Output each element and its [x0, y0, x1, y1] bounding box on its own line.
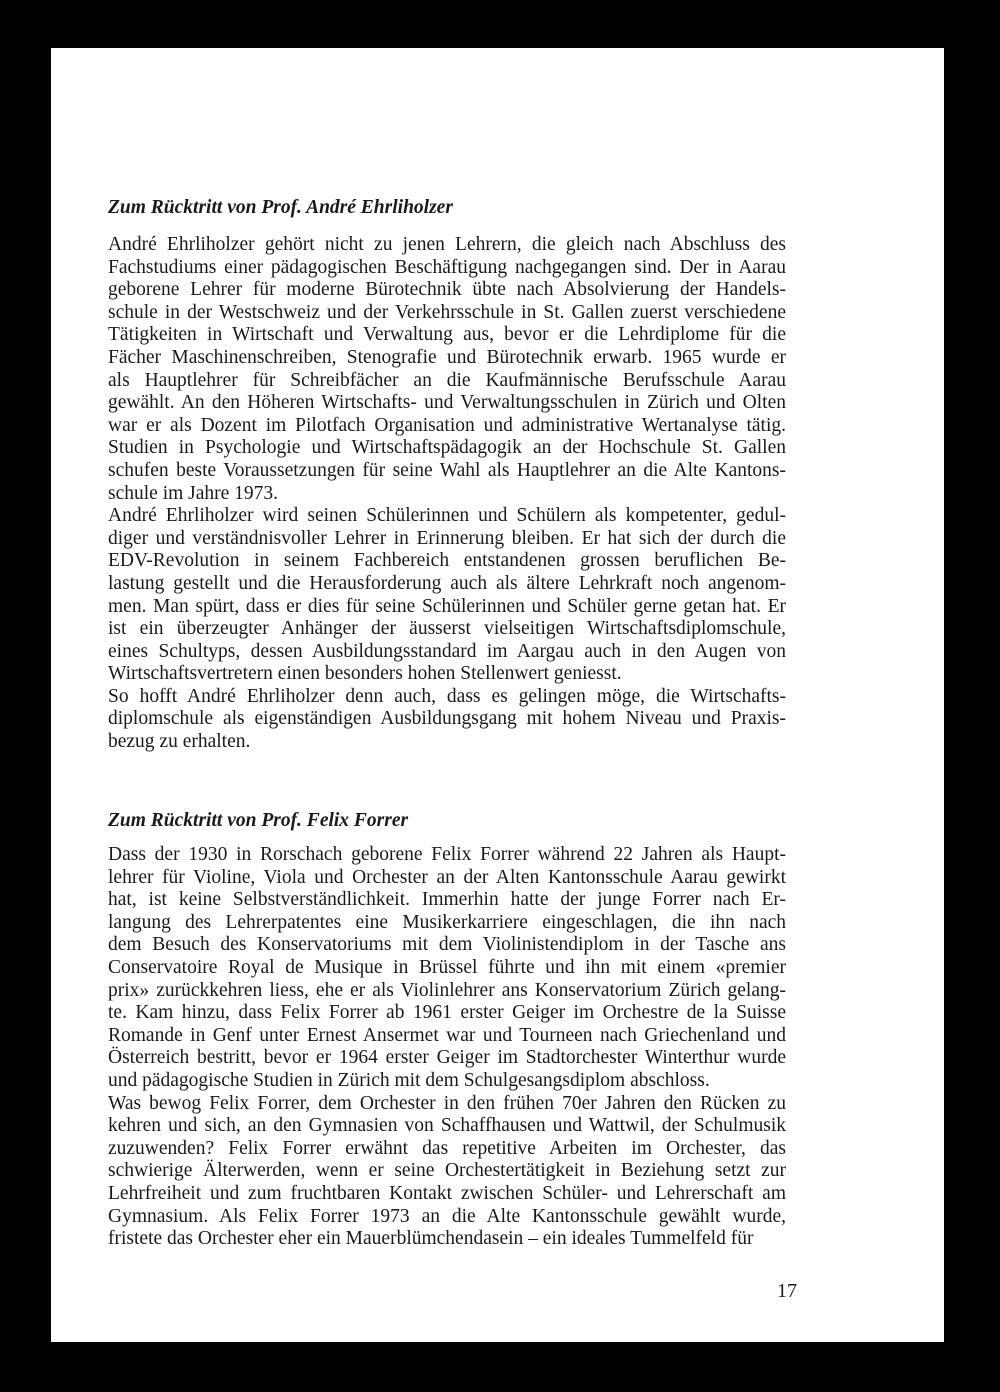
page-number: 17: [777, 1280, 797, 1302]
text-line: ist ein überzeugter Anhänger der äusserst vielseitigen Wirtschaftsdiplomschule,: [108, 618, 786, 640]
section-body: [108, 844, 786, 1251]
text-line: kehren und sich, an den Gymnasien von Schaffhausen und Wattwil, der Schulmusik: [108, 1115, 786, 1137]
text-line: langung des Lehrerpatentes eine Musikerkarriere eingeschlagen, die ihn nach: [108, 911, 786, 933]
text-line: bezug zu erhalten.: [108, 731, 251, 753]
text-line: Fachstudiums einer pädagogischen Beschäftigung nachgegangen sind. Der in Aarau: [108, 256, 786, 278]
text-line: Conservatoire Royal de Musique in Brüssel führte und ihn mit einem «premier: [108, 956, 786, 978]
text-line: war er als Dozent im Pilotfach Organisation und administrative Wertanalyse tätig.: [108, 414, 786, 436]
text-line: Was bewog Felix Forrer, dem Orchester in den frühen 70er Jahren den Rücken zu: [108, 1092, 786, 1114]
text-line: diplomschule als eigenständigen Ausbildungsgang mit hohem Niveau und Praxis-: [108, 708, 786, 730]
text-line: fristete das Orchester eher ein Mauerblümchendasein – ein ideales Tummelfeld für: [108, 1228, 754, 1250]
text-line: Österreich bestritt, bevor er 1964 erster Geiger im Stadtorchester Winterthur wurde: [108, 1047, 786, 1069]
section-heading: Zum Rücktritt von Prof. Felix Forrer: [108, 810, 409, 831]
text-line: und pädagogische Studien in Zürich mit dem Schulgesangsdiplom abschloss.: [108, 1069, 710, 1091]
text-line: Wirtschaftsvertretern einen besonders hohen Stellenwert geniesst.: [108, 663, 622, 685]
text-line: dem Besuch des Konservatoriums mit dem Violinistendiplom in der Tasche ans: [108, 934, 786, 956]
document-page: [51, 48, 944, 1342]
text-line: Tätigkeiten in Wirtschaft und Verwaltung aus, bevor er die Lehrdiplome für die: [108, 324, 786, 346]
text-line: als Hauptlehrer für Schreibfächer an die Kaufmännische Berufsschule Aarau: [108, 369, 786, 391]
text-line: lehrer für Violine, Viola und Orchester an der Alten Kantonsschule Aarau gewirkt: [108, 866, 786, 888]
text-line: So hofft André Ehrliholzer denn auch, dass es gelingen möge, die Wirtschafts-: [108, 685, 786, 707]
text-line: Romande in Genf unter Ernest Ansermet war und Tourneen nach Griechenland und: [108, 1024, 786, 1046]
section-body: [108, 234, 786, 754]
text-line: eines Schultyps, dessen Ausbildungsstandard im Aargau auch in den Augen von: [108, 640, 786, 662]
text-line: Studien in Psychologie und Wirtschaftspädagogik an der Hochschule St. Gallen: [108, 437, 786, 459]
text-line: Dass der 1930 in Rorschach geborene Felix Forrer während 22 Jahren als Haupt-: [108, 844, 786, 865]
text-line: schufen beste Voraussetzungen für seine Wahl als Hauptlehrer an die Alte Kantons-: [108, 459, 786, 481]
text-line: André Ehrliholzer wird seinen Schülerinnen und Schülern als kompetenter, gedul-: [108, 505, 786, 527]
text-line: zuzuwenden? Felix Forrer erwähnt das repetitive Arbeiten im Orchester, das: [108, 1137, 786, 1159]
text-line: André Ehrliholzer gehört nicht zu jenen Lehrern, die gleich nach Abschluss des: [108, 234, 786, 255]
text-line: geborene Lehrer für moderne Bürotechnik übte nach Absolvierung der Handels-: [108, 279, 786, 301]
text-line: lastung gestellt und die Herausforderung auch als ältere Lehrkraft noch angenom-: [108, 572, 786, 594]
text-line: diger und verständnisvoller Lehrer in Erinnerung bleiben. Er hat sich der durch die: [108, 527, 786, 549]
text-line: men. Man spürt, dass er dies für seine Schülerinnen und Schüler gerne getan hat. Er: [108, 595, 786, 617]
text-line: gewählt. An den Höheren Wirtschafts- und Verwaltungsschulen in Zürich und Olten: [108, 392, 786, 414]
text-line: schule in der Westschweiz und der Verkehrsschule in St. Gallen zuerst verschiedene: [108, 301, 786, 323]
text-line: Lehrfreiheit und zum fruchtbaren Kontakt zwischen Schüler- und Lehrerschaft am: [108, 1182, 786, 1204]
text-line: EDV-Revolution in seinem Fachbereich entstandenen grossen beruflichen Be-: [108, 550, 786, 572]
section-heading: Zum Rücktritt von Prof. André Ehrliholzer: [108, 197, 453, 218]
text-line: hat, ist keine Selbstverständlichkeit. Immerhin hatte der junge Forrer nach Er-: [108, 889, 786, 911]
text-line: Gymnasium. Als Felix Forrer 1973 an die Alte Kantonsschule gewählt wurde,: [108, 1205, 786, 1227]
text-line: Fächer Maschinenschreiben, Stenografie und Bürotechnik erwarb. 1965 wurde er: [108, 346, 786, 368]
text-line: schule im Jahre 1973.: [108, 482, 279, 504]
text-line: prix» zurückkehren liess, ehe er als Violinlehrer ans Konservatorium Zürich gelang-: [108, 979, 786, 1001]
text-line: te. Kam hinzu, dass Felix Forrer ab 1961 erster Geiger im Orchestre de la Suisse: [108, 1002, 786, 1024]
text-line: schwierige Älterwerden, wenn er seine Orchestertätigkeit in Beziehung setzt zur: [108, 1160, 786, 1182]
